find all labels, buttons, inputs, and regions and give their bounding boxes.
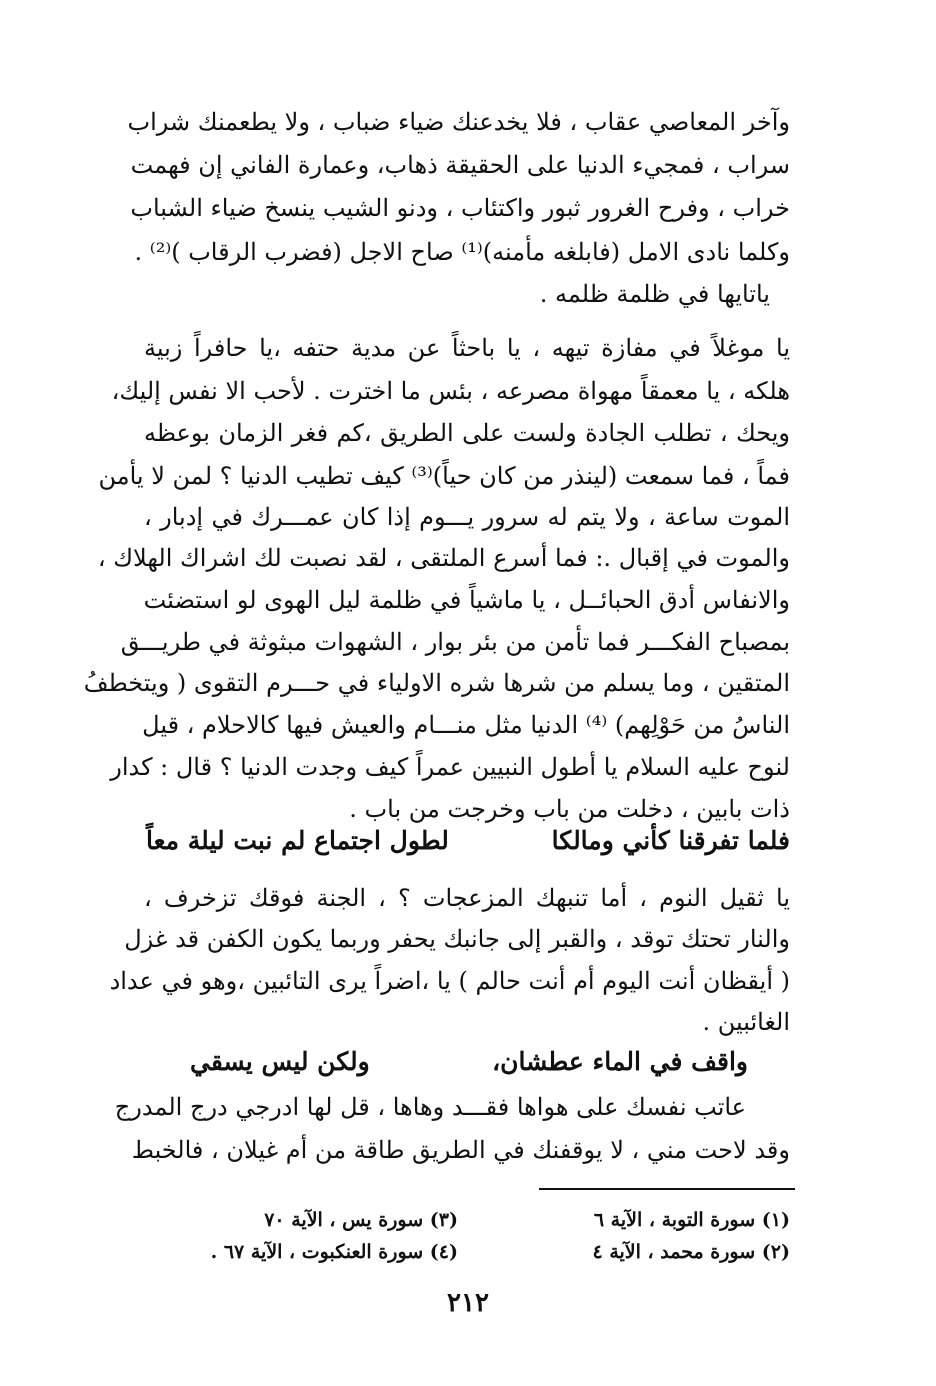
text-line: الغائبين . xyxy=(702,1008,790,1036)
text-line: عاتب نفسك على هواها فقـــد وهاها ، قل لها ادرجي درج المدرج xyxy=(114,1093,746,1121)
text-line: ( أيقظان أنت اليوم أم أنت حالم ) يا ،اضراً يرى التائبين ،وهو في عداد xyxy=(109,967,790,995)
text-line: خراب ، وفرح الغرور ثبور واكتئاب ، ودنو الشيب ينسخ ضياء الشباب xyxy=(130,194,790,222)
text-line: ذات بابين ، دخلت من باب وخرجت من باب . xyxy=(349,795,790,823)
text-line: بمصباح الفكـــر فما تأمن من بئر بوار ، الشهوات مبثوثة في طريـــق xyxy=(120,628,790,656)
page-number: ٢١٢ xyxy=(447,1288,489,1318)
footnote: (٣) سورة يس ، الآية ٧٠ xyxy=(264,1209,458,1231)
text-line: والموت في إقبال .: فما أسرع الملتقى ، لقد نصبت لك اشراك الهلاك ، xyxy=(97,544,790,572)
text-line: يا موغلاً في مفازة تيهه ، يا باحثاً عن مدية حتفه ،يا حافراً زبية xyxy=(144,334,790,362)
text-line: يا ثقيل النوم ، أما تنبهك المزعجات ؟ ، الجنة فوقك تزخرف ، xyxy=(144,884,790,912)
text-line: ياتايها في ظلمة ظلمه . xyxy=(539,280,770,308)
footnote: (٢) سورة محمد ، الآية ٤ xyxy=(592,1241,790,1263)
text-line: لنوح عليه السلام يا أطول النبيين عمراً كيف وجدت الدنيا ؟ قال : كدار xyxy=(110,753,790,781)
text-line: الناسُ من حَوْلِهم) ⁽⁴⁾ الدنيا مثل منـــام والعيش فيها كالاحلام ، قيل xyxy=(142,711,790,739)
text-line: والنار تحتك توقد ، والقبر إلى جانبك يحفر وربما يكون الكفن قد غزل xyxy=(124,925,790,953)
verse-hemistich: واقف في الماء عطشان، xyxy=(492,1047,748,1076)
text-line: وكلما نادى الامل (فابلغه مأمنه)⁽¹⁾ صاح الاجل (فضرب الرقاب )⁽²⁾ . xyxy=(134,238,790,266)
verse-hemistich: ولكن ليس يسقي xyxy=(190,1047,370,1076)
text-line: المتقين ، وما يسلم من شرها شره الاولياء في حـــرم التقوى ( ويتخطفُ xyxy=(83,669,790,697)
verse-hemistich: لطول اجتماع لم نبت ليلة معاً xyxy=(146,826,449,855)
verse-hemistich: فلما تفرقنا كأني ومالكا xyxy=(551,826,790,855)
text-line: فماً ، فما سمعت (لينذر من كان حياً)⁽³⁾ كيف تطيب الدنيا ؟ لمن لا يأمن xyxy=(98,462,790,490)
text-line: الموت ساعة ، ولا يتم له سرور يـــوم إذا كان عمـــرك في إدبار ، xyxy=(144,503,790,531)
footnote-separator xyxy=(539,1188,795,1190)
text-line: هلكه ، يا معمقاً مهواة مصرعه ، بئس ما اخترت . لأحب الا نفس إليك، xyxy=(111,377,790,405)
footnote: (٤) سورة العنكبوت ، الآية ٦٧ . xyxy=(210,1241,458,1263)
footnote: (١) سورة التوبة ، الآية ٦ xyxy=(593,1209,790,1231)
text-line: والانفاس أدق الحبائــل ، يا ماشياً في ظلمة ليل الهوى لو استضئت xyxy=(143,586,790,614)
text-line: وآخر المعاصي عقاب ، فلا يخدعنك ضياء ضباب ، ولا يطعمنك شراب xyxy=(127,108,790,136)
text-line: سراب ، فمجيء الدنيا على الحقيقة ذهاب، وعمارة الفاني إن فهمت xyxy=(130,151,790,179)
text-line: وقد لاحت مني ، لا يوقفنك في الطريق طاقة من أم غيلان ، فالخبط xyxy=(131,1136,790,1164)
text-line: ويحك ، تطلب الجادة ولست على الطريق ،كم فغر الزمان بوعظه xyxy=(144,419,790,447)
